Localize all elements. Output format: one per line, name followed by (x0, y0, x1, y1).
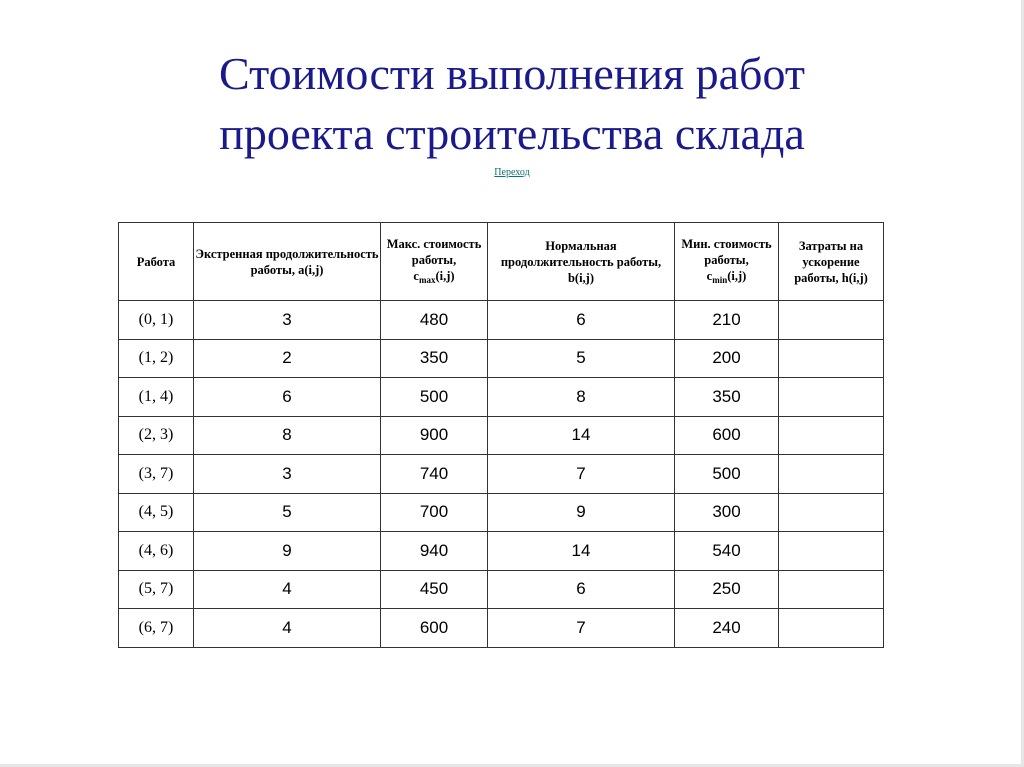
cell-acceleration-cost (779, 339, 884, 378)
cell-min-cost: 540 (675, 532, 779, 571)
table-row (119, 339, 884, 378)
header-min-cost-text: Мин. стоимость работы, (681, 236, 772, 267)
cell-work: (4, 5) (119, 493, 194, 532)
cell-normal-duration: 14 (488, 532, 675, 571)
cell-work: (6, 7) (119, 609, 194, 648)
slide-title-line-2: проекта строительства склада (219, 108, 805, 159)
header-max-cost-symbol: c (413, 268, 419, 283)
cell-max-cost: 940 (381, 532, 488, 571)
slide-title (0, 44, 1024, 164)
header-acceleration-cost: Затраты на ускорение работы, h(i,j) (779, 223, 884, 301)
cell-max-cost: 350 (381, 339, 488, 378)
cell-normal-duration: 6 (488, 301, 675, 340)
cell-emergency-duration: 6 (194, 378, 381, 417)
cell-max-cost: 480 (381, 301, 488, 340)
work-costs-table (118, 222, 884, 648)
cell-acceleration-cost (779, 301, 884, 340)
cell-min-cost: 350 (675, 378, 779, 417)
cell-work: (4, 6) (119, 532, 194, 571)
header-max-cost-text: Макс. стоимость работы, (386, 236, 482, 267)
cell-work: (0, 1) (119, 301, 194, 340)
cell-work: (1, 4) (119, 378, 194, 417)
cell-work: (2, 3) (119, 416, 194, 455)
cell-normal-duration: 14 (488, 416, 675, 455)
cell-acceleration-cost (779, 378, 884, 417)
table-row (119, 493, 884, 532)
cell-min-cost: 240 (675, 609, 779, 648)
table-row (119, 416, 884, 455)
cell-min-cost: 600 (675, 416, 779, 455)
cell-acceleration-cost (779, 493, 884, 532)
header-min-cost-symbol: c (706, 268, 713, 283)
cell-emergency-duration: 3 (194, 301, 381, 340)
header-min-cost-subscript: min (712, 274, 728, 285)
cell-emergency-duration: 2 (194, 339, 381, 378)
table-row (119, 378, 884, 417)
cell-max-cost: 700 (381, 493, 488, 532)
cell-max-cost: 450 (381, 570, 488, 609)
table-row (119, 455, 884, 494)
cell-acceleration-cost (779, 532, 884, 571)
cell-max-cost: 900 (381, 416, 488, 455)
header-normal-duration: Нормальная продолжительность работы, b(i,j) (488, 223, 675, 301)
cell-work: (1, 2) (119, 339, 194, 378)
cell-normal-duration: 8 (488, 378, 675, 417)
table-header-row (119, 223, 884, 301)
header-min-cost-index: (i,j) (727, 268, 747, 283)
cell-acceleration-cost (779, 570, 884, 609)
header-max-cost (381, 223, 488, 301)
table-row (119, 609, 884, 648)
cell-emergency-duration: 9 (194, 532, 381, 571)
cell-max-cost: 500 (381, 378, 488, 417)
header-max-cost-index: (i,j) (435, 268, 455, 283)
cell-normal-duration: 7 (488, 455, 675, 494)
cell-min-cost: 250 (675, 570, 779, 609)
cell-min-cost: 500 (675, 455, 779, 494)
cell-normal-duration: 7 (488, 609, 675, 648)
table-row (119, 532, 884, 571)
cell-work: (3, 7) (119, 455, 194, 494)
cell-emergency-duration: 4 (194, 570, 381, 609)
cell-work: (5, 7) (119, 570, 194, 609)
cell-acceleration-cost (779, 455, 884, 494)
cell-emergency-duration: 3 (194, 455, 381, 494)
header-max-cost-subscript: max (418, 274, 436, 285)
cell-normal-duration: 9 (488, 493, 675, 532)
header-work: Работа (119, 223, 194, 301)
table-row (119, 301, 884, 340)
table-row (119, 570, 884, 609)
cell-emergency-duration: 5 (194, 493, 381, 532)
cell-min-cost: 300 (675, 493, 779, 532)
cell-acceleration-cost (779, 609, 884, 648)
cell-normal-duration: 6 (488, 570, 675, 609)
transition-link[interactable]: Переход (494, 167, 530, 178)
cell-min-cost: 200 (675, 339, 779, 378)
header-emergency-duration: Экстренная продолжительность работы, a(i,j) (194, 223, 381, 301)
cell-max-cost: 600 (381, 609, 488, 648)
slide-title-line-1: Стоимости выполнения работ (219, 48, 805, 99)
header-min-cost (675, 223, 779, 301)
cell-min-cost: 210 (675, 301, 779, 340)
cell-normal-duration: 5 (488, 339, 675, 378)
cell-emergency-duration: 4 (194, 609, 381, 648)
cell-emergency-duration: 8 (194, 416, 381, 455)
cell-max-cost: 740 (381, 455, 488, 494)
cell-acceleration-cost (779, 416, 884, 455)
